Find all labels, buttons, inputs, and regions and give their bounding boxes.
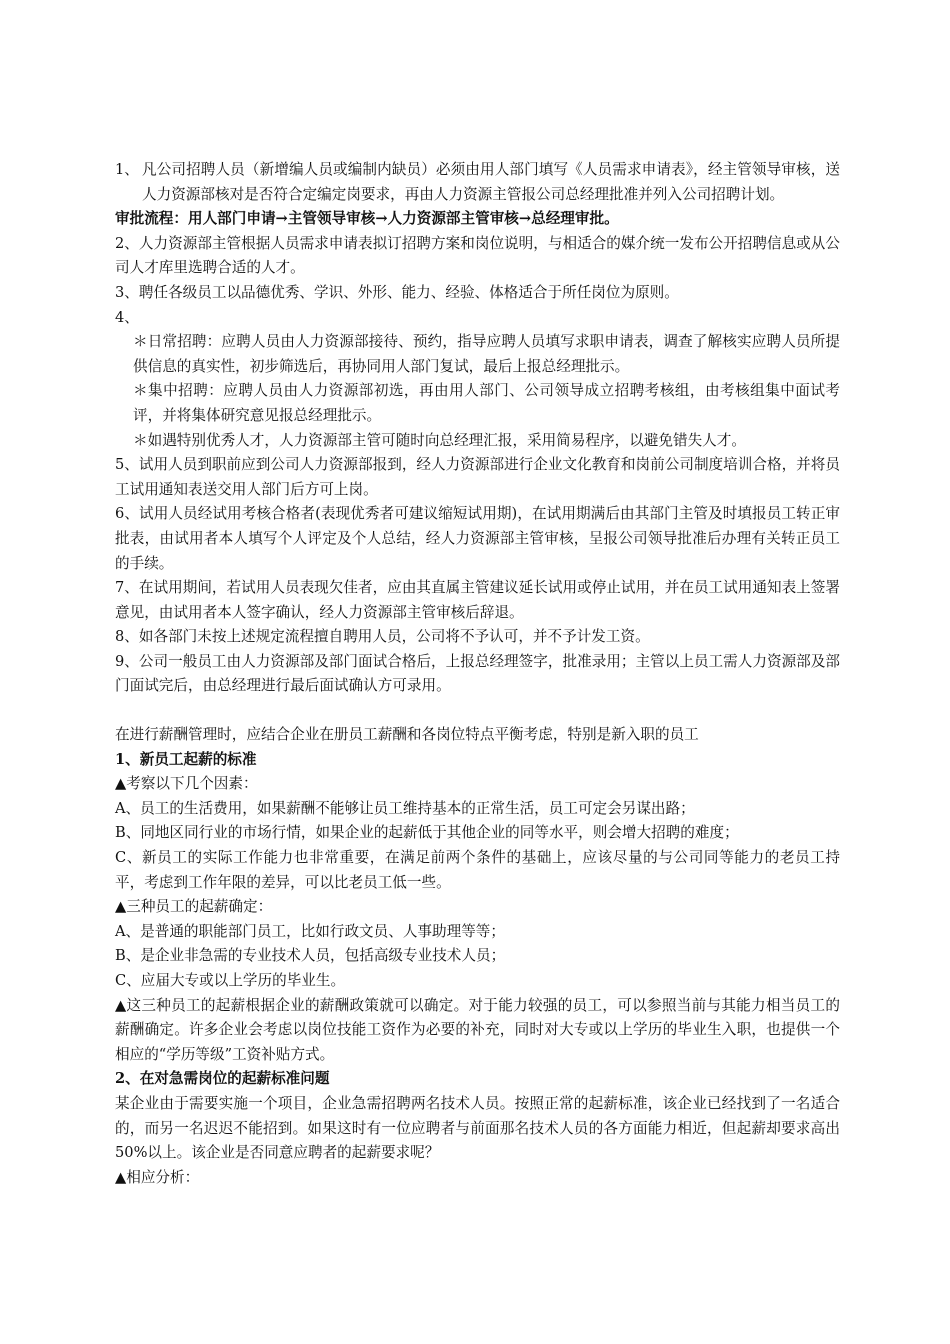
paragraph-9: 9、公司一般员工由人力资源部及部门面试合格后，上报总经理签字，批准录用；主管以上员工需人力资源部及部门面试完后，由总经理进行最后面试确认方可录用。 xyxy=(115,652,840,695)
daily-recruitment: ＊日常招聘：应聘人员由人力资源部接待、预约，指导应聘人员填写求职申请表，调查了解核实应聘人员所提供信息的真实性，初步筛选后，再协同用人部门复试，最后上报总经理批示。 xyxy=(133,333,840,375)
salary-intro: 在进行薪酬管理时，应结合企业在册员工薪酬和各岗位特点平衡考虑，特别是新入职的员工 xyxy=(115,726,699,744)
paragraph-5: 5、试用人员到职前应到公司人力资源部报到，经人力资源部进行企业文化教育和岗前公司制度培训合格，并将员工试用通知表送交用人部门后方可上岗。 xyxy=(115,456,840,498)
paragraph-8: 8、如各部门未按上述规定流程擅自聘用人员，公司将不予认可，并不予计发工资。 xyxy=(115,628,650,646)
paragraph-4: 4、 xyxy=(115,308,139,326)
heading-starting-salary: 1、新员工起薪的标准 xyxy=(115,750,257,768)
factor-a: A、员工的生活费用，如果薪酬不能够让员工维持基本的正常生活，员工可定会另谋出路； xyxy=(115,799,695,817)
heading-urgent-positions: 2、在对急需岗位的起薪标准问题 xyxy=(115,1070,330,1088)
centralized-recruitment: ＊集中招聘：应聘人员由人力资源部初选，再由用人部门、公司领导成立招聘考核组，由考核组集中面试考评，并将集体研究意见报总经理批示。 xyxy=(133,382,840,424)
urgent-case: 某企业由于需要实施一个项目，企业急需招聘两名技术人员。按照正常的起薪标准，该企业已经找到了一名适合的，而另一名迟迟不能招到。如果这时有一位应聘者与前面那名技术人员的各方面能力相近，但起薪却要求高出 50%以上。该企业是否同意应聘者的起薪要求呢？ xyxy=(115,1094,840,1162)
paragraph-7: 7、在试用期间，若试用人员表现欠佳者，应由其直属主管建议延长试用或停止试用，并在员工试用通知表上签署意见，由试用者本人签字确认，经人力资源部主管审核后辞退。 xyxy=(115,579,840,621)
approval-process: 审批流程：用人部门申请→主管领导审核→人力资源部主管审核→总经理审批。 xyxy=(115,210,619,228)
paragraph-2: 2、人力资源部主管根据人员需求申请表拟订招聘方案和岗位说明，与相适合的媒介统一发布公开招聘信息或从公司人才库里选聘合适的人才。 xyxy=(115,234,840,277)
type-c: C、应届大专或以上学历的毕业生。 xyxy=(115,972,346,989)
analysis-title: ▲相应分析： xyxy=(115,1168,200,1186)
document-body xyxy=(115,158,840,1190)
type-a: A、是普通的职能部门员工，比如行政文员、人事助理等等； xyxy=(115,922,505,940)
three-types-note: ▲这三种员工的起薪根据企业的薪酬政策就可以确定。对于能力较强的员工，可以参照当前与其能力相当员工的薪酬确定。许多企业会考虑以岗位技能工资作为必要的补充，同时对大专或以上学历的毕业生入职，也提供一个相应的“学历等级”工资补贴方式。 xyxy=(115,996,840,1063)
paragraph-3: 3、聘任各级员工以品德优秀、学识、外形、能力、经验、体格适合于所任岗位为原则。 xyxy=(115,283,679,301)
paragraph-1 xyxy=(115,158,840,207)
item-text: 凡公司招聘人员（新增编人员或编制内缺员）必须由用人部门填写《人员需求申请表》，经主管领导审核，送人力资源部核对是否符合定编定岗要求，再由人力资源主管报公司总经理批准并列入公司招聘计划。 xyxy=(142,161,840,203)
special-talent: ＊如遇特别优秀人才，人力资源部主管可随时向总经理汇报，采用简易程序，以避免错失人才。 xyxy=(133,431,746,449)
paragraph-6: 6、试用人员经试用考核合格者(表现优秀者可建议缩短试用期)，在试用期满后由其部门主管及时填报员工转正审批表，由试用者本人填写个人评定及个人总结，经人力资源部主管审核，呈报公司领导批准后办理有关转正员工的手续。 xyxy=(115,505,840,572)
section-gap xyxy=(115,699,840,723)
factor-c: C、新员工的实际工作能力也非常重要，在满足前两个条件的基础上，应该尽量的与公司同等能力的老员工持平，考虑到工作年限的差异，可以比老员工低一些。 xyxy=(115,849,840,891)
type-b: B、是企业非急需的专业技术人员，包括高级专业技术人员； xyxy=(115,947,506,965)
factors-title: ▲考察以下几个因素： xyxy=(115,775,258,793)
three-types-title: ▲三种员工的起薪确定： xyxy=(115,898,273,916)
factor-b: B、同地区同行业的市场行情，如果企业的起薪低于其他企业的同等水平，则会增大招聘的难度； xyxy=(115,824,739,842)
item-number: 1、 xyxy=(115,161,139,178)
